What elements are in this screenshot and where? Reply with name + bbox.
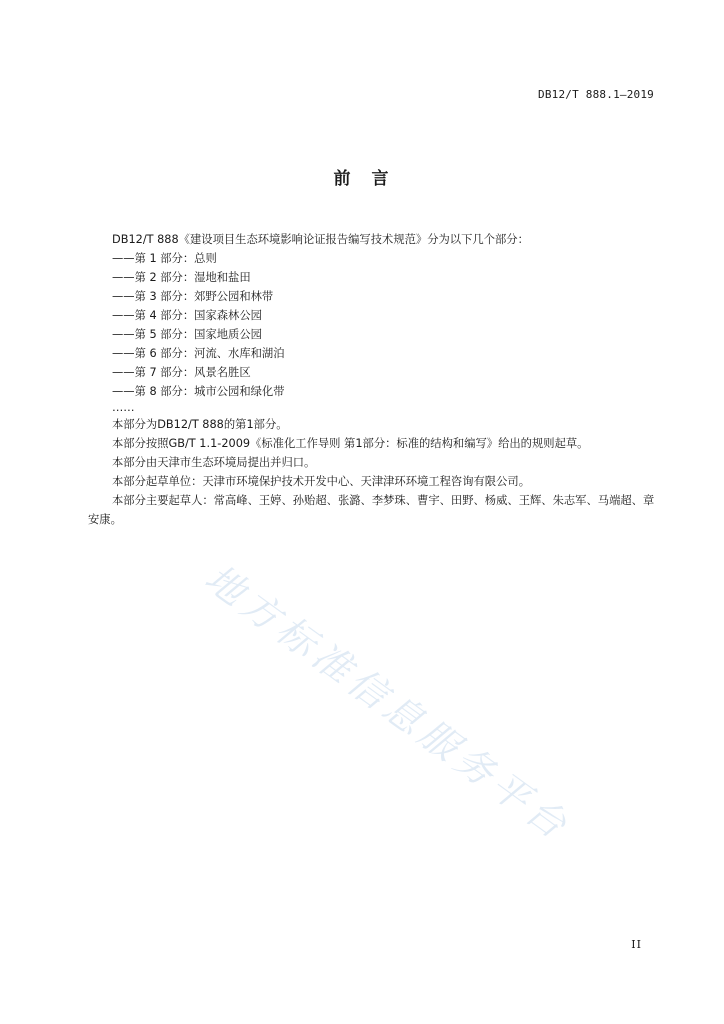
part-item: ——第 6 部分：河流、水库和湖泊 [112, 347, 285, 360]
part-item: ——第 1 部分：总则 [112, 252, 217, 265]
watermark: 地方标准信息服务平台 [197, 555, 579, 850]
part-item: ——第 7 部分：风景名胜区 [112, 366, 251, 379]
part-item: ——第 4 部分：国家森林公园 [112, 309, 262, 322]
statement-proposer: 本部分由天津市生态环境局提出并归口。 [112, 456, 316, 469]
statement-drafters: 本部分主要起草人：常高峰、王婷、孙贻超、张潞、李梦珠、曹宇、田野、杨威、王辉、朱志军、马端超、章安康。 [88, 494, 655, 526]
intro-paragraph: DB12/T 888《建设项目生态环境影响论证报告编写技术规范》分为以下几个部分： [112, 233, 529, 246]
document-code: DB12/T 888.1—2019 [538, 88, 654, 101]
part-item: ——第 3 部分：郊野公园和林带 [112, 290, 274, 303]
ellipsis: …… [112, 401, 135, 414]
statement-part-number: 本部分为DB12/T 888的第1部分。 [112, 418, 288, 431]
page-title: 前 言 [333, 169, 391, 189]
statement-drafting-units: 本部分起草单位：天津市环境保护技术开发中心、天津津环环境工程咨询有限公司。 [112, 475, 530, 488]
statement-drafting-rules: 本部分按照GB/T 1.1-2009《标准化工作导则 第1部分：标准的结构和编写》给出的规则起草。 [112, 437, 589, 450]
page-number: II [631, 938, 642, 951]
part-item: ——第 8 部分：城市公园和绿化带 [112, 385, 285, 398]
foreword-body [88, 230, 663, 529]
part-item: ——第 5 部分：国家地质公园 [112, 328, 262, 341]
part-item: ——第 2 部分：湿地和盐田 [112, 271, 251, 284]
